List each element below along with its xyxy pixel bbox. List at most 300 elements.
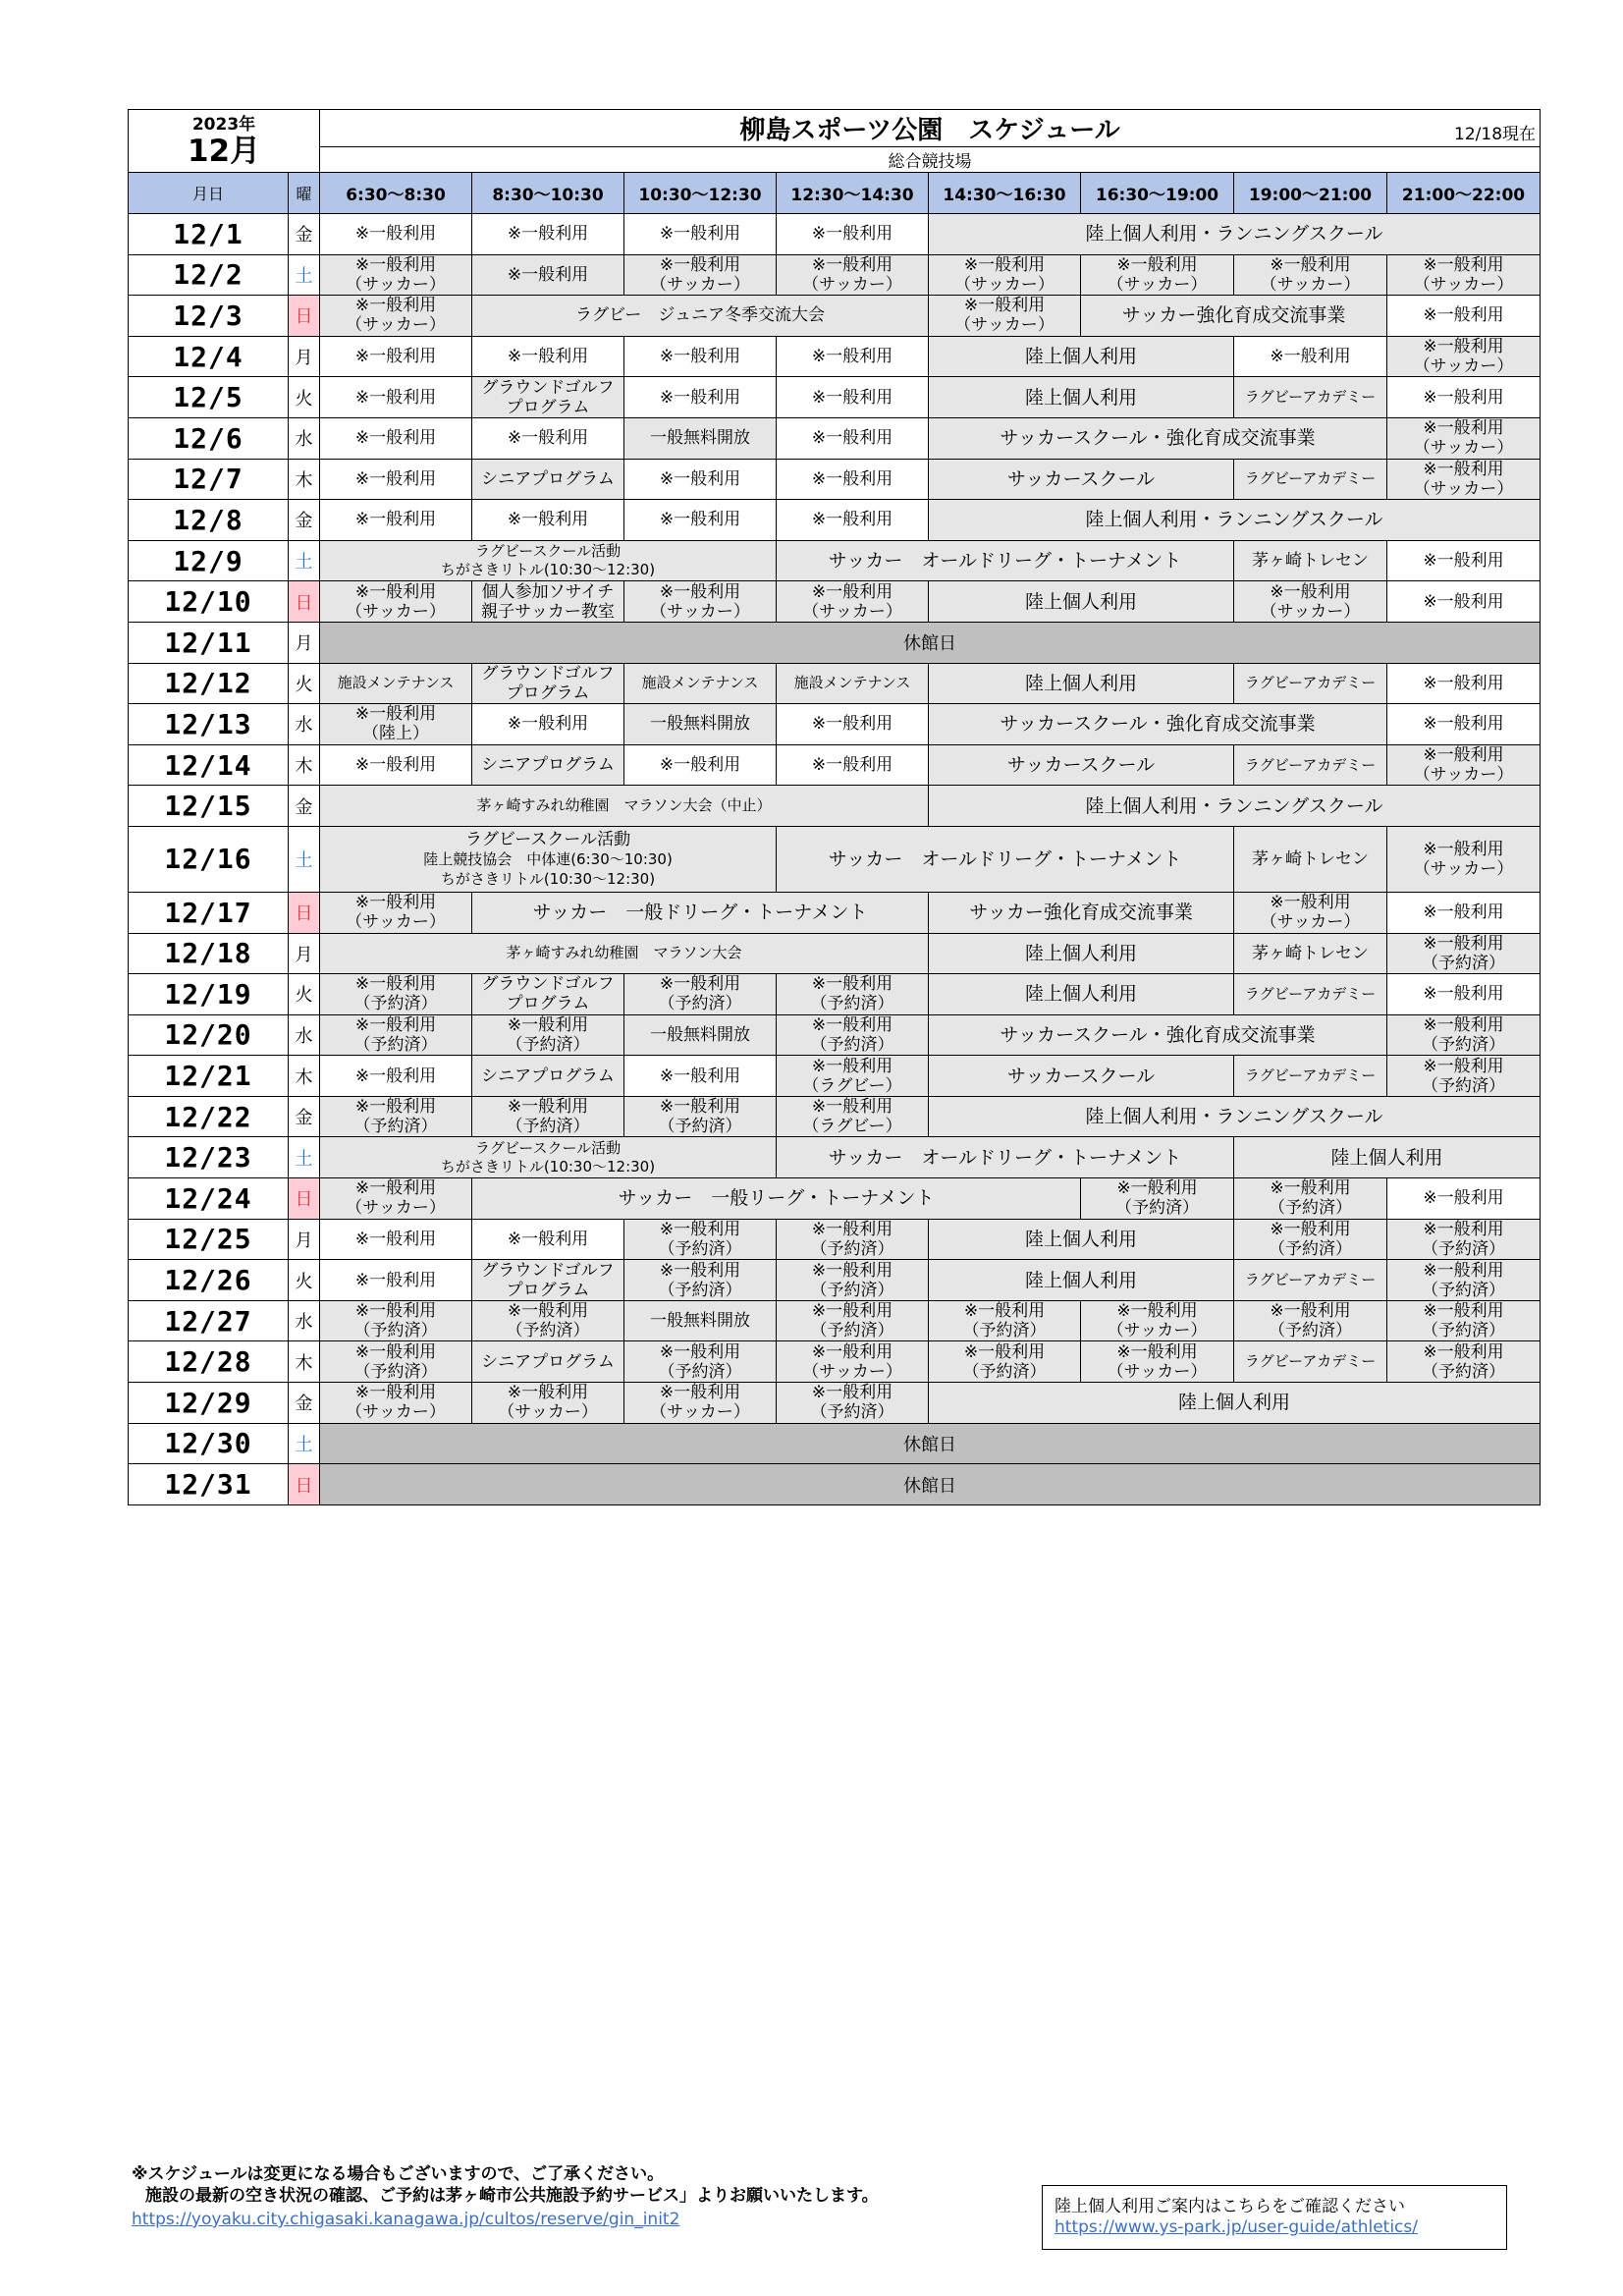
schedule-cell-line: 休館日: [903, 1475, 957, 1497]
schedule-cell: [624, 214, 777, 255]
schedule-cell: [1387, 1056, 1541, 1097]
schedule-cell-line: ※一般利用: [811, 347, 893, 367]
schedule-cell: [1387, 1341, 1541, 1383]
dow-column-header: 曜: [289, 173, 320, 214]
date-cell: 12/12: [129, 663, 289, 704]
schedule-cell: [624, 1096, 777, 1137]
schedule-cell-line: （予約済）: [1422, 1321, 1506, 1341]
schedule-cell-line: 休館日: [903, 633, 957, 655]
schedule-cell-line: 陸上個人利用: [1025, 346, 1138, 368]
schedule-cell-line: （サッカー）: [498, 1402, 598, 1423]
date-column-header: 月日: [129, 173, 289, 214]
schedule-cell-line: ※一般利用: [1116, 254, 1198, 275]
schedule-row: [129, 1219, 1541, 1260]
schedule-cell-line: （ラグビー）: [802, 1117, 902, 1137]
schedule-row: [129, 826, 1541, 892]
schedule-cell-line: （予約済）: [1115, 1198, 1200, 1219]
schedule-cell-line: シニアプログラム: [481, 468, 615, 489]
schedule-cell-line: ※一般利用: [811, 581, 893, 602]
schedule-cell-line: 施設メンテナンス: [337, 674, 455, 692]
schedule-row: [129, 1056, 1541, 1097]
schedule-cell-line: （サッカー）: [954, 315, 1055, 336]
schedule-cell: [624, 663, 777, 704]
schedule-cell-line: ※一般利用: [1423, 418, 1504, 439]
schedule-cell-line: ※一般利用: [1423, 1056, 1504, 1076]
schedule-cell: [624, 581, 777, 623]
schedule-cell: [320, 459, 472, 500]
schedule-cell-line: ※一般利用: [1423, 1188, 1504, 1209]
schedule-cell-line: ※一般利用: [354, 893, 437, 913]
schedule-row: [129, 214, 1541, 255]
schedule-row: [129, 1341, 1541, 1383]
schedule-row: [129, 744, 1541, 786]
schedule-cell: [1234, 1137, 1541, 1178]
schedule-cell-line: ※一般利用: [354, 224, 437, 245]
schedule-cell-line: ※一般利用: [811, 1341, 893, 1362]
schedule-cell: [929, 417, 1387, 459]
schedule-cell-line: シニアプログラム: [481, 1351, 615, 1372]
schedule-cell: [777, 581, 929, 623]
day-of-week-cell: 木: [289, 744, 320, 786]
schedule-row: [129, 1137, 1541, 1178]
schedule-cell: [320, 744, 472, 786]
schedule-cell-line: ※一般利用: [1423, 1260, 1504, 1281]
schedule-cell-line: ※一般利用: [1423, 1301, 1504, 1322]
schedule-cell: [320, 663, 472, 704]
schedule-cell-line: ※一般利用: [659, 1219, 741, 1239]
as-of-date: 12/18現在: [1454, 125, 1537, 144]
schedule-cell-line: （サッカー）: [346, 601, 446, 622]
schedule-cell-line: ※一般利用: [1423, 387, 1504, 408]
schedule-cell: [929, 1014, 1387, 1056]
schedule-cell: [929, 1056, 1234, 1097]
schedule-cell-line: ※一般利用: [507, 1229, 589, 1249]
day-of-week-cell: 日: [289, 892, 320, 933]
schedule-cell-line: （サッカー）: [802, 601, 902, 622]
schedule-cell: [1387, 459, 1541, 500]
schedule-cell-line: ※一般利用: [507, 1383, 589, 1403]
schedule-row: [129, 974, 1541, 1015]
schedule-cell: [320, 296, 472, 337]
schedule-cell-line: ラグビースクール活動: [464, 829, 631, 849]
schedule-row: [129, 1260, 1541, 1301]
schedule-cell-line: 一般無料開放: [650, 428, 751, 449]
schedule-cell-line: （サッカー）: [1260, 601, 1361, 622]
schedule-row: [129, 1383, 1541, 1424]
schedule-cell-line: ※一般利用: [1270, 1219, 1351, 1239]
schedule-cell-line: （予約済）: [810, 1034, 894, 1055]
day-of-week-cell: 金: [289, 786, 320, 827]
schedule-cell-line: （予約済）: [1269, 1198, 1353, 1219]
schedule-cell-line: サッカースクール: [1006, 754, 1156, 777]
schedule-cell-line: ※一般利用: [1423, 551, 1504, 572]
schedule-cell: [777, 1341, 929, 1383]
closed-day-cell: [320, 1464, 1541, 1505]
schedule-cell: [777, 974, 929, 1015]
schedule-cell-line: 陸上個人利用: [1025, 590, 1138, 613]
day-of-week-cell: 木: [289, 1341, 320, 1383]
schedule-cell: [1387, 1014, 1541, 1056]
schedule-cell-line: ※一般利用: [659, 1097, 741, 1118]
schedule-cell-line: ※一般利用: [507, 1014, 589, 1035]
schedule-cell-line: 茅ヶ崎トレセン: [1252, 848, 1370, 869]
date-cell: 12/21: [129, 1056, 289, 1097]
schedule-cell: [929, 744, 1234, 786]
day-of-week-cell: 金: [289, 1383, 320, 1424]
schedule-cell: [777, 1300, 929, 1341]
schedule-cell: [1387, 933, 1541, 974]
schedule-cell-line: ラグビーアカデミー: [1244, 388, 1377, 407]
schedule-cell-line: （予約済）: [506, 1117, 590, 1137]
schedule-cell: [624, 1341, 777, 1383]
date-cell: 12/10: [129, 581, 289, 623]
schedule-cell: [1081, 1341, 1234, 1383]
schedule-cell-line: （サッカー）: [1413, 765, 1514, 786]
schedule-cell: [777, 214, 929, 255]
schedule-cell: [320, 892, 472, 933]
schedule-cell-line: グラウンドゴルフ: [481, 974, 615, 995]
schedule-row: [129, 663, 1541, 704]
schedule-cell: [1234, 581, 1387, 623]
date-cell: 12/11: [129, 622, 289, 663]
schedule-cell: [1387, 540, 1541, 581]
schedule-cell-line: ※一般利用: [354, 1229, 437, 1249]
schedule-cell-line: ※一般利用: [811, 428, 893, 449]
date-cell: 12/31: [129, 1464, 289, 1505]
schedule-cell: [929, 786, 1541, 827]
schedule-cell-line: ラグビーアカデミー: [1244, 1352, 1377, 1371]
time-slot-header: 6:30～8:30: [320, 173, 472, 214]
time-slot-header: 16:30～19:00: [1081, 173, 1234, 214]
day-of-week-cell: 水: [289, 704, 320, 745]
schedule-cell-line: ※一般利用: [659, 254, 741, 275]
schedule-cell-line: 一般無料開放: [650, 714, 751, 735]
schedule-cell-line: 陸上個人利用: [1025, 942, 1138, 964]
day-of-week-cell: 月: [289, 336, 320, 377]
day-of-week-cell: 土: [289, 826, 320, 892]
schedule-cell-line: 陸上個人利用: [1025, 1228, 1138, 1250]
schedule-cell-line: 茅ヶ崎トレセン: [1252, 551, 1370, 572]
schedule-cell-line: ラグビー ジュニア冬季交流大会: [575, 305, 825, 326]
reservation-link[interactable]: https://yoyaku.city.chigasaki.kanagawa.jp/cultos/reserve/gin_init2: [132, 2210, 680, 2229]
schedule-cell: [1234, 1341, 1387, 1383]
schedule-cell: [929, 704, 1387, 745]
schedule-cell: [320, 1219, 472, 1260]
schedule-cell-line: （予約済）: [353, 994, 438, 1014]
schedule-cell: [929, 663, 1234, 704]
schedule-cell-line: （予約済）: [1422, 1280, 1506, 1300]
schedule-cell-line: グラウンドゴルフ: [481, 1260, 615, 1281]
schedule-cell-line: 陸上個人利用・ランニングスクール: [1085, 509, 1383, 531]
time-slot-header: 10:30～12:30: [624, 173, 777, 214]
schedule-cell-line: （予約済）: [1422, 1361, 1506, 1382]
schedule-row: [129, 1014, 1541, 1056]
schedule-cell-line: ※一般利用: [1270, 893, 1351, 913]
schedule-cell: [777, 1014, 929, 1056]
schedule-cell-line: 陸上競技協会 中体連(6:30～10:30): [423, 849, 673, 868]
day-of-week-cell: 月: [289, 1219, 320, 1260]
schedule-cell-line: 陸上個人利用: [1025, 983, 1138, 1006]
date-cell: 12/26: [129, 1260, 289, 1301]
schedule-cell-line: プログラム: [506, 397, 590, 417]
schedule-row: [129, 540, 1541, 581]
schedule-cell-line: （サッカー）: [1107, 1321, 1208, 1341]
schedule-cell-line: ちがさきリトル(10:30～12:30): [440, 1157, 656, 1175]
schedule-cell-line: ちがさきリトル(10:30～12:30): [440, 561, 656, 579]
schedule-cell-line: ※一般利用: [811, 1260, 893, 1281]
schedule-cell-line: ※一般利用: [811, 254, 893, 275]
schedule-cell-line: ※一般利用: [811, 1383, 893, 1403]
schedule-cell: [624, 377, 777, 418]
schedule-cell-line: （サッカー）: [802, 274, 902, 295]
schedule-cell-line: （サッカー）: [346, 1198, 446, 1219]
schedule-cell: [929, 1383, 1541, 1424]
schedule-cell-line: （予約済）: [353, 1117, 438, 1137]
schedule-cell-line: ※一般利用: [507, 428, 589, 449]
day-of-week-cell: 木: [289, 1056, 320, 1097]
schedule-row: [129, 254, 1541, 296]
date-cell: 12/22: [129, 1096, 289, 1137]
schedule-cell-line: シニアプログラム: [481, 755, 615, 776]
schedule-row: [129, 336, 1541, 377]
schedule-cell: [1234, 1219, 1387, 1260]
schedule-cell-line: ※一般利用: [354, 387, 437, 408]
schedule-cell-line: ※一般利用: [659, 1260, 741, 1281]
day-of-week-cell: 日: [289, 296, 320, 337]
schedule-cell-line: サッカー オールドリーグ・トーナメント: [828, 1146, 1182, 1169]
schedule-cell: [929, 1300, 1081, 1341]
schedule-cell: [1234, 459, 1387, 500]
schedule-cell-line: （サッカー）: [1413, 438, 1514, 459]
schedule-cell: [472, 1014, 624, 1056]
schedule-cell: [472, 214, 624, 255]
schedule-cell-line: ※一般利用: [811, 1097, 893, 1118]
schedule-cell-line: ※一般利用: [354, 1270, 437, 1290]
day-of-week-cell: 火: [289, 974, 320, 1015]
day-of-week-cell: 日: [289, 1464, 320, 1505]
schedule-cell: [624, 500, 777, 541]
schedule-cell-line: ※一般利用: [354, 1301, 437, 1322]
schedule-cell: [929, 377, 1234, 418]
schedule-cell: [929, 581, 1234, 623]
schedule-cell-line: 施設メンテナンス: [793, 674, 911, 692]
day-of-week-cell: 土: [289, 254, 320, 296]
schedule-cell: [1234, 254, 1387, 296]
time-slot-header: 21:00～22:00: [1387, 173, 1541, 214]
schedule-cell: [624, 1383, 777, 1424]
schedule-cell-line: サッカースクール: [1006, 467, 1156, 490]
schedule-cell-line: ※一般利用: [1423, 673, 1504, 693]
schedule-row: [129, 1423, 1541, 1464]
schedule-cell-line: ※一般利用: [1423, 984, 1504, 1005]
day-of-week-cell: 金: [289, 1096, 320, 1137]
schedule-cell-line: ※一般利用: [659, 224, 741, 245]
schedule-cell: [320, 974, 472, 1015]
schedule-cell: [320, 1341, 472, 1383]
schedule-cell-line: （サッカー）: [1107, 274, 1208, 295]
schedule-cell: [472, 663, 624, 704]
schedule-cell-line: （サッカー）: [802, 1361, 902, 1382]
schedule-cell-line: ※一般利用: [1270, 1301, 1351, 1322]
schedule-cell-line: ※一般利用: [1423, 1014, 1504, 1035]
schedule-cell: [320, 540, 777, 581]
schedule-cell: [777, 377, 929, 418]
schedule-cell-line: ※一般利用: [354, 510, 437, 530]
day-of-week-cell: 日: [289, 1178, 320, 1220]
schedule-cell: [624, 459, 777, 500]
schedule-cell-line: ラグビースクール活動: [474, 542, 622, 561]
day-of-week-cell: 火: [289, 1260, 320, 1301]
schedule-cell-line: ラグビーアカデミー: [1244, 984, 1377, 1003]
schedule-cell: [472, 254, 624, 296]
schedule-cell-line: 個人参加ソサイチ: [481, 581, 615, 602]
schedule-cell-line: 陸上個人利用・ランニングスクール: [1085, 223, 1383, 246]
date-cell: 12/6: [129, 417, 289, 459]
schedule-cell: [777, 1137, 1234, 1178]
schedule-cell: [320, 336, 472, 377]
schedule-cell: [929, 1096, 1541, 1137]
athletics-info-box: [1042, 2185, 1507, 2250]
date-cell: 12/15: [129, 786, 289, 827]
schedule-cell-line: ※一般利用: [507, 347, 589, 367]
schedule-cell-line: ※一般利用: [963, 254, 1046, 275]
date-cell: 12/25: [129, 1219, 289, 1260]
day-of-week-cell: 水: [289, 1300, 320, 1341]
schedule-cell: [472, 581, 624, 623]
schedule-cell-line: ※一般利用: [659, 755, 741, 776]
schedule-cell: [777, 254, 929, 296]
date-cell: 12/3: [129, 296, 289, 337]
schedule-cell-line: プログラム: [506, 683, 590, 703]
closed-day-cell: [320, 622, 1541, 663]
schedule-cell: [320, 826, 777, 892]
schedule-cell-line: ※一般利用: [811, 387, 893, 408]
time-slot-header: 8:30～10:30: [472, 173, 624, 214]
schedule-cell-line: ※一般利用: [354, 1383, 437, 1403]
schedule-cell: [472, 1056, 624, 1097]
day-of-week-cell: 月: [289, 933, 320, 974]
schedule-cell-line: ※一般利用: [659, 1341, 741, 1362]
time-slot-header: 12:30～14:30: [777, 173, 929, 214]
schedule-cell-line: （サッカー）: [1413, 478, 1514, 499]
schedule-cell: [1387, 417, 1541, 459]
page-title: 柳島スポーツ公園 スケジュール: [739, 116, 1120, 145]
schedule-cell: [777, 336, 929, 377]
schedule-cell-line: ※一般利用: [659, 387, 741, 408]
schedule-cell-line: （陸上）: [362, 724, 430, 744]
schedule-cell-line: （ラグビー）: [802, 1075, 902, 1096]
schedule-cell: [1234, 663, 1387, 704]
schedule-cell: [929, 336, 1234, 377]
schedule-cell-line: ※一般利用: [1116, 1178, 1198, 1199]
schedule-cell-line: 一般無料開放: [650, 1311, 751, 1332]
schedule-cell: [320, 1014, 472, 1056]
schedule-cell-line: （予約済）: [353, 1321, 438, 1341]
schedule-row: [129, 933, 1541, 974]
schedule-cell-line: （予約済）: [962, 1321, 1047, 1341]
schedule-row: [129, 296, 1541, 337]
schedule-cell: [777, 704, 929, 745]
schedule-cell: [472, 417, 624, 459]
schedule-cell: [472, 1383, 624, 1424]
schedule-cell-line: ※一般利用: [659, 468, 741, 489]
schedule-row: [129, 1300, 1541, 1341]
schedule-cell: [472, 500, 624, 541]
schedule-cell-line: ※一般利用: [1423, 839, 1504, 859]
schedule-cell: [777, 540, 1234, 581]
schedule-cell: [624, 336, 777, 377]
schedule-cell: [624, 1056, 777, 1097]
footer-note-2: 施設の最新の空き状況の確認、ご予約は茅ヶ崎市公共施設予約サービス」よりお願いいたします。: [145, 2186, 879, 2206]
schedule-cell-line: ラグビースクール活動: [474, 1138, 622, 1157]
schedule-cell: [1387, 1300, 1541, 1341]
schedule-cell: [624, 1260, 777, 1301]
schedule-cell-line: （サッカー）: [1260, 274, 1361, 295]
date-cell: 12/29: [129, 1383, 289, 1424]
date-cell: 12/19: [129, 974, 289, 1015]
schedule-cell-line: ※一般利用: [1423, 933, 1504, 954]
schedule-cell-line: ※一般利用: [1116, 1341, 1198, 1362]
schedule-cell-line: サッカースクール・強化育成交流事業: [1000, 713, 1316, 736]
schedule-cell-line: ※一般利用: [811, 224, 893, 245]
schedule-cell-line: （予約済）: [1269, 1321, 1353, 1341]
schedule-cell: [320, 1178, 472, 1220]
schedule-cell-line: ※一般利用: [811, 1301, 893, 1322]
schedule-cell: [1387, 704, 1541, 745]
schedule-cell-line: ※一般利用: [1270, 347, 1351, 367]
schedule-cell-line: （サッカー）: [1413, 274, 1514, 295]
schedule-cell-line: （予約済）: [658, 1361, 742, 1382]
schedule-cell-line: 一般無料開放: [650, 1024, 751, 1045]
schedule-cell-line: プログラム: [506, 994, 590, 1014]
schedule-cell-line: ※一般利用: [811, 1056, 893, 1076]
schedule-cell-line: ※一般利用: [354, 1097, 437, 1118]
schedule-cell-line: グラウンドゴルフ: [481, 377, 615, 398]
schedule-cell-line: ※一般利用: [1423, 305, 1504, 326]
schedule-cell: [929, 1260, 1234, 1301]
schedule-cell-line: ※一般利用: [1270, 581, 1351, 602]
date-cell: 12/16: [129, 826, 289, 892]
date-cell: 12/8: [129, 500, 289, 541]
schedule-cell-line: ラグビーアカデミー: [1244, 1271, 1377, 1289]
schedule-cell-line: ※一般利用: [507, 510, 589, 530]
day-of-week-cell: 木: [289, 459, 320, 500]
schedule-cell: [472, 1219, 624, 1260]
athletics-info-link[interactable]: https://www.ys-park.jp/user-guide/athletics/: [1055, 2217, 1418, 2237]
schedule-row: [129, 704, 1541, 745]
schedule-cell-line: ※一般利用: [507, 714, 589, 735]
schedule-cell-line: ※一般利用: [354, 755, 437, 776]
date-cell: 12/20: [129, 1014, 289, 1056]
schedule-cell-line: （予約済）: [1422, 1238, 1506, 1259]
schedule-cell: [1081, 296, 1387, 337]
schedule-cell: [777, 663, 929, 704]
schedule-cell: [1234, 1260, 1387, 1301]
schedule-row: [129, 1096, 1541, 1137]
schedule-cell: [1387, 336, 1541, 377]
time-slot-header: 14:30～16:30: [929, 173, 1081, 214]
schedule-cell-line: （予約済）: [658, 1117, 742, 1137]
schedule-cell-line: ※一般利用: [811, 755, 893, 776]
schedule-cell-line: ※一般利用: [1423, 902, 1504, 923]
date-cell: 12/13: [129, 704, 289, 745]
date-cell: 12/17: [129, 892, 289, 933]
schedule-cell-line: （予約済）: [810, 1238, 894, 1259]
day-of-week-cell: 水: [289, 417, 320, 459]
schedule-cell: [1234, 377, 1387, 418]
schedule-cell-line: ラグビーアカデミー: [1244, 674, 1377, 692]
schedule-cell-line: ※一般利用: [963, 1301, 1046, 1322]
